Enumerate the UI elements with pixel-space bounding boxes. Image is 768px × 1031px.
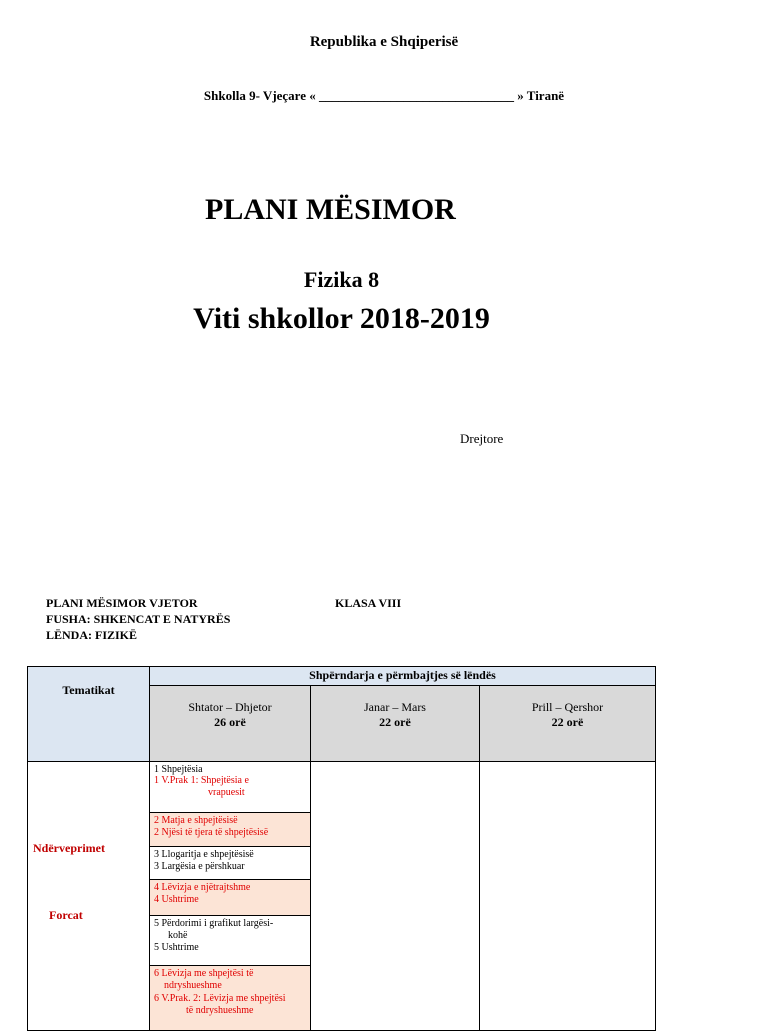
period-months-1: Shtator – Dhjetor [188, 700, 272, 714]
theme-interactions: Ndërveprimet [33, 841, 105, 855]
distribution-header-cell [149, 666, 656, 686]
plan-title: PLANI MËSIMOR [205, 193, 456, 226]
topic-cell-6 [149, 965, 311, 1031]
themes-body-cell [27, 761, 150, 1031]
class-label: KLASA VIII [335, 596, 402, 610]
period-months-2: Janar – Mars [364, 700, 426, 714]
topic-line: 3 Largësia e përshkuar [154, 861, 245, 872]
period-3-body [479, 761, 656, 1031]
distribution-header: Shpërndarja e përmbajtjes së lëndës [309, 668, 496, 682]
topic-line: ndryshueshme [164, 980, 222, 991]
topic-line: 2 Njësi të tjera të shpejtësisë [154, 827, 269, 838]
topic-line: 5 Përdorimi i grafikut largësi- [154, 918, 274, 929]
topic-line: 3 Llogaritja e shpejtësisë [154, 849, 254, 860]
school-line: Shkolla 9- Vjeçare « ______________________________ » Tiranë [203, 88, 565, 103]
topic-cell-5 [149, 915, 311, 966]
theme-forces: Forcat [49, 908, 83, 922]
republic-heading: Republika e Shqiperisë [309, 34, 459, 50]
period-cell-3 [479, 685, 656, 762]
topic-line: të ndryshueshme [186, 1005, 254, 1016]
period-cell-2 [310, 685, 480, 762]
period-months-3: Prill – Qershor [531, 700, 604, 714]
field-label: FUSHA: SHKENCAT E NATYRËS [46, 612, 231, 626]
school-year: Viti shkollor 2018-2019 [193, 302, 490, 335]
topic-line: 1 V.Prak 1: Shpejtësia e [154, 775, 249, 786]
annual-plan-label: PLANI MËSIMOR VJETOR [46, 596, 198, 610]
topic-line: 4 Lëvizja e njëtrajtshme [154, 882, 251, 893]
topic-line: 5 Ushtrime [154, 942, 199, 953]
topic-cell-2 [149, 812, 311, 847]
director-label: Drejtore [460, 431, 504, 446]
topic-line: 6 V.Prak. 2: Lëvizja me shpejtësi [154, 993, 286, 1004]
period-cell-1 [149, 685, 311, 762]
topic-line: 4 Ushtrime [154, 894, 199, 905]
topic-line: 2 Matja e shpejtësisë [154, 815, 238, 826]
topic-line: 1 Shpejtësia [154, 764, 203, 775]
period-hours-2: 22 orë [379, 715, 411, 729]
topic-cell-3 [149, 846, 311, 880]
subject-title: Fizika 8 [303, 267, 380, 292]
topic-line: vrapuesit [208, 787, 245, 798]
topic-line: 6 Lëvizja me shpejtësi të [154, 968, 254, 979]
subject-label: LËNDA: FIZIKË [46, 628, 138, 642]
themes-header: Tematikat [62, 683, 115, 697]
themes-header-cell [27, 666, 150, 762]
topic-cell-4 [149, 879, 311, 916]
period-hours-3: 22 orë [551, 715, 584, 729]
period-hours-1: 26 orë [214, 715, 246, 729]
topic-cell-1 [149, 761, 311, 813]
topic-line: kohë [168, 930, 188, 941]
period-2-body [310, 761, 480, 1031]
